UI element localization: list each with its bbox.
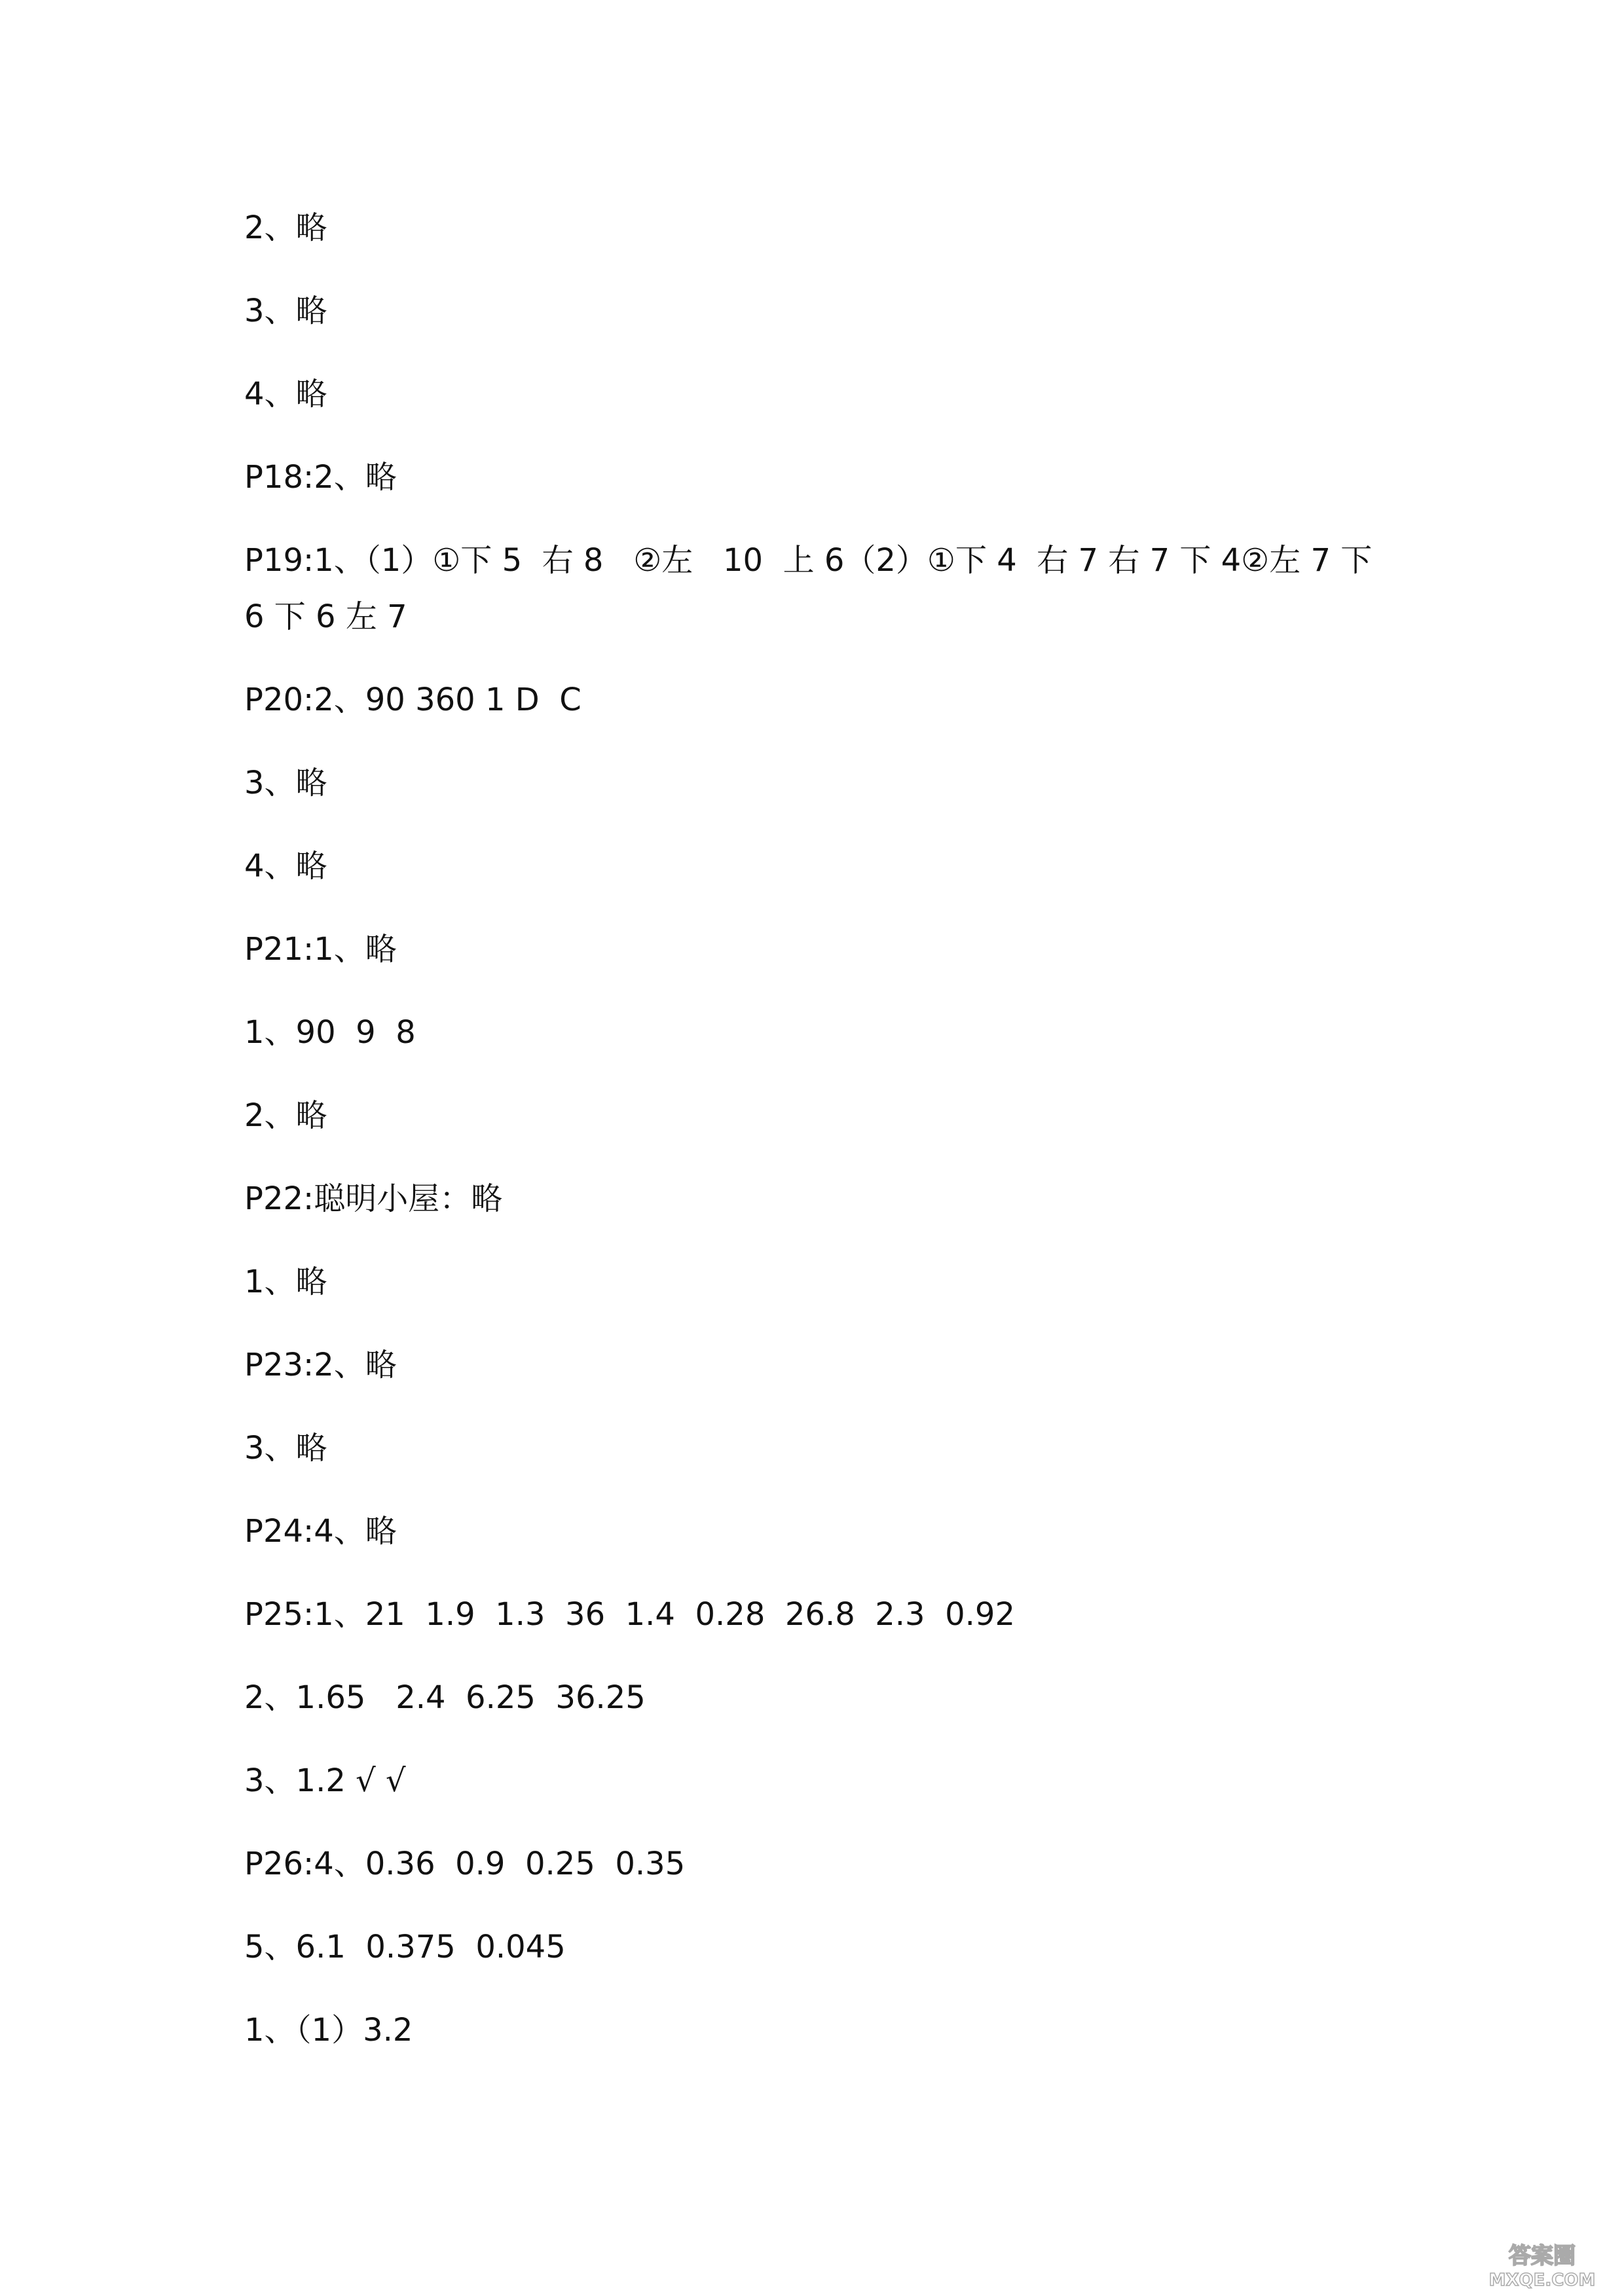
answer-line: 1、略 [244,1264,327,1300]
answer-line: 3、略 [244,293,327,329]
answer-line: P19:1、（1）①下 5 右 8 ②左 10 上 6（2）①下 4 右 7 右 7 下 4②左 7 下 6 下 6 左 7 [244,542,1382,635]
answer-line: P25:1、21 1.9 1.3 36 1.4 0.28 26.8 2.3 0.92 [244,1596,1015,1633]
answer-line: 2、略 [244,1097,327,1134]
answer-line: 5、6.1 0.375 0.045 [244,1929,566,1965]
answer-line: 1、90 9 8 [244,1014,416,1051]
answer-line: 3、略 [244,1430,327,1467]
answer-line: P21:1、略 [244,931,397,968]
answer-line: 3、1.2 √ √ [244,1762,406,1799]
answer-line: 2、略 [244,210,327,246]
answer-line: P26:4、0.36 0.9 0.25 0.35 [244,1846,686,1882]
answer-line: 4、略 [244,376,327,412]
answer-line: 4、略 [244,848,327,884]
answer-line: P23:2、略 [244,1347,397,1383]
answer-lines [244,200,1397,2085]
watermark-top-text: 答案圈 [1509,2243,1576,2269]
answer-line: P18:2、略 [244,459,397,496]
watermark-logo [1467,2238,1617,2291]
watermark-bottom-text: MXQE.COM [1488,2270,1596,2290]
answer-line: P24:4、略 [244,1513,397,1550]
answer-line: P20:2、90 360 1 D C [244,682,581,718]
answer-line: 3、略 [244,765,327,801]
answer-line: 2、1.65 2.4 6.25 36.25 [244,1679,646,1716]
answer-line: P22:聪明小屋：略 [244,1180,503,1217]
answer-line: 1、（1）3.2 [244,2012,413,2049]
